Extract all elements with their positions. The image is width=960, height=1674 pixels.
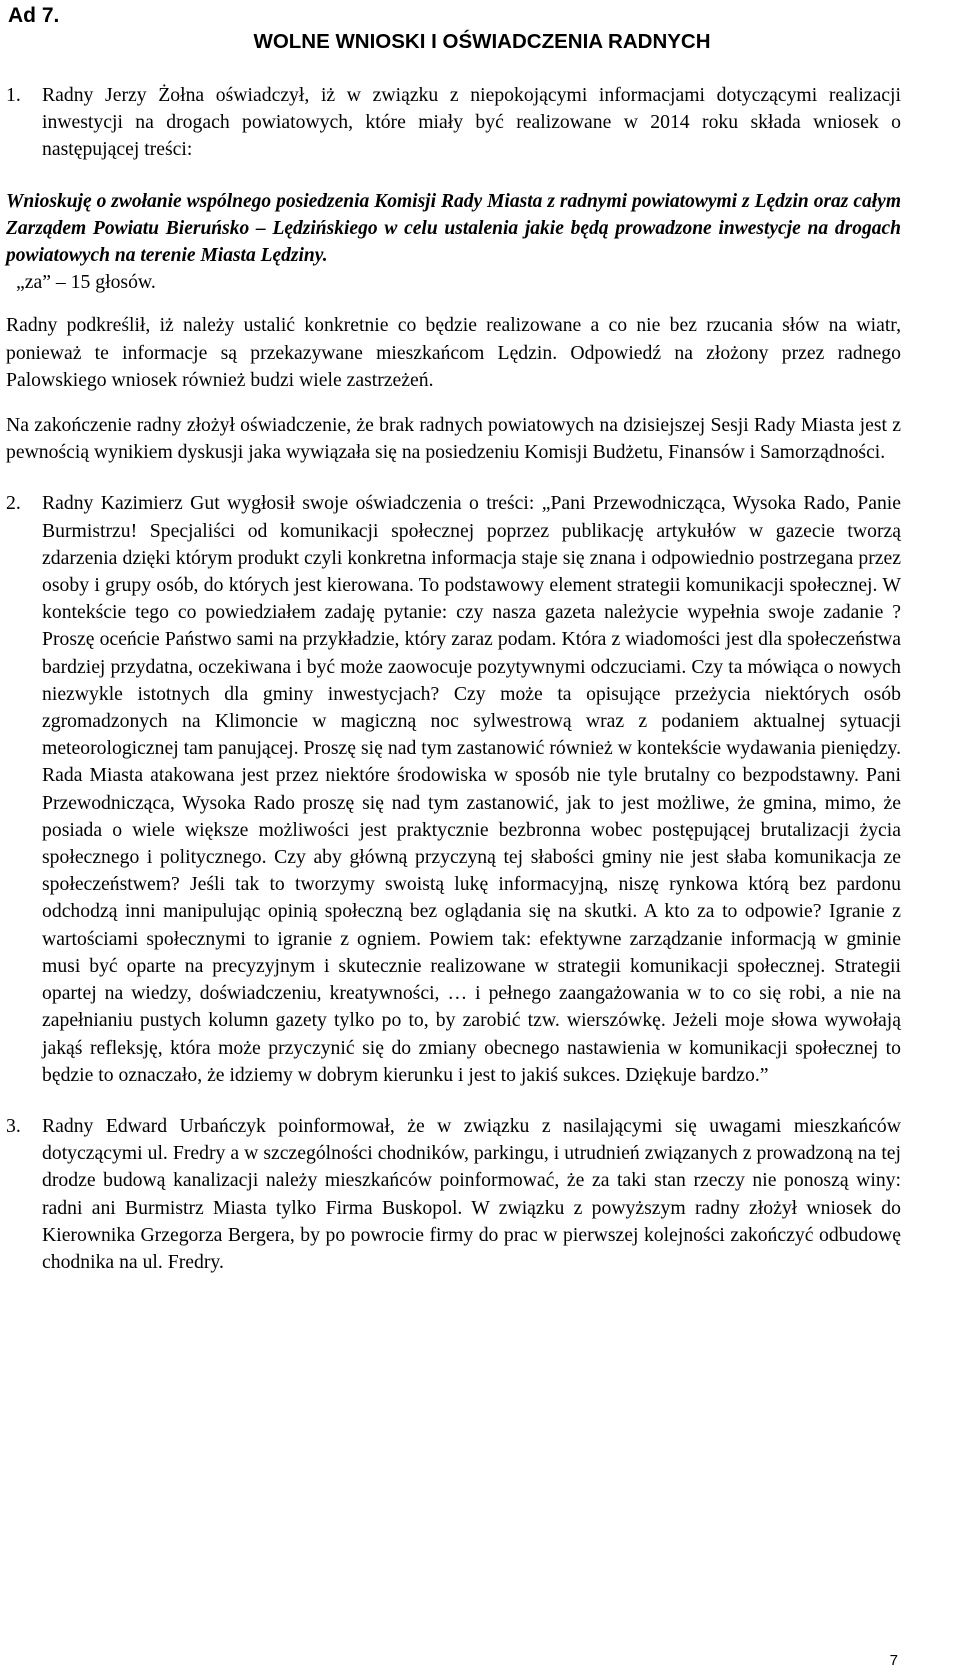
list-item-text: Radny Kazimierz Gut wygłosił swoje oświadczenia o treści: „Pani Przewodnicząca, Wysoka Rado, Panie Burmistrzu! Specjaliści od komunikacji społecznej poprzez publikację artykułów w gazecie tworzą zdarzenia dzięki którym produkt czyli konkretna informacja staje się znana i odpowiednio postrzegana przez osoby i grupy osób, do których jest kierowana. To podstawowy element strategii komunikacji społecznej. W kontekście tego co powiedziałem zadaję pytanie: czy nasza gazeta należycie wypełnia swoje zadanie ? Proszę oceńcie Państwo sami na przykładzie, który zaraz podam. Która z wiadomości jest dla społeczeństwa bardziej przydatna, oczekiwana i być może zaowocuje pozytywnymi odczuciami. Czy ta mówiąca o nowych niezwykle istotnych dla gminy inwestycjach? Czy może ta opisujące przeżycia niektórych osób zgromadzonych na Klimoncie w magiczną noc sylwestrową wraz z podaniem aktualnej sytuacji meteorologicznej tam panującej. Proszę się nad tym zastanowić również w kontekście wydawania pieniędzy. Rada Miasta atakowana jest przez niektóre środowiska w sposób nie tyle brutalny co bezpodstawny. Pani Przewodnicząca, Wysoka Rado proszę się nad tym zastanowić, jak to jest możliwe, że gmina, mimo, że posiada o wiele większe możliwości jest praktycznie bezbronna wobec postępującej brutalizacji życia społecznego i politycznego. Czy aby główną przyczyną tej słabości gminy nie jest słaba komunikacja ze społeczeństwem? Jeśli tak to tworzymy swoistą lukę informacyjną, niszę rynkowa którą bez pardonu odchodzą inni manipulując opinią społeczną bez oglądania się na skutki. A kto za to odpowie? Igranie z wartościami społecznymi to igranie z ogniem. Powiem tak: efektywne zarządzanie informacją w gminie musi być oparte na precyzyjnym i skutecznie realizowane w strategii komunikacji społecznej. Strategii opartej na wiedzy, doświadczeniu, kreatywności, … i pełnego zaangażowania w to co się robi, a nie na zapełnianiu pustych kolumn gazety tylko po to, by zarobić tzw. wierszówkę. Jeżeli moje słowa wywołają jakąś refleksję, która może przyczynić się do zmiany obecnego nastawienia w komunikacji społecznej to będzie to oznaczało, że idziemy w dobrym kierunku i jest to jakiś sukces. Dziękuje bardzo.” [42,492,901,1086]
paragraph: Radny podkreślił, iż należy ustalić konkretnie co będzie realizowane a co nie bez rzucania słów na wiatr, ponieważ te informacje są przekazywane mieszkańcom Lędzin. Odpowiedź na złożony przez radnego Palowskiego wniosek również budzi wiele zastrzeżeń. [6,314,901,391]
list-item-number: 3. [6,1114,21,1137]
page-number: 7 [889,1652,898,1669]
motion-text: Wnioskuję o zwołanie wspólnego posiedzenia Komisji Rady Miasta z radnymi powiatowymi z Lędzin oraz całym Zarządem Powiatu Bieruńsko – Lędzińskiego w celu ustalenia jakie będą prowadzone inwestycje na drogach powiatowych na terenie Miasta Lędziny. [6,190,901,267]
vote-result: „za” – 15 głosów. [16,271,156,294]
list-item-2 [6,490,901,1088]
document-body [6,82,901,1276]
list-item-text: Radny Edward Urbańczyk poinformował, że w związku z nasilającymi się uwagami mieszkańców dotyczącymi ul. Fredry a w szczególności chodników, parkingu, i utrudnień związanych z prowadzoną na tej drodze budową kanalizacji należy mieszkańców poinformować, że za taki stan rzeczy nie ponoszą winy: radni ani Burmistrz Miasta tylko Firma Buskopol. W związku z powyższym radny złożył wniosek do Kierownika Grzegorza Bergera, by po powrocie firmy do prac w pierwszej kolejności zakończyć odbudowę chodnika na ul. Fredry. [42,1114,901,1273]
list-item-number: 2. [6,492,21,515]
list-item-3 [6,1113,901,1276]
list-item-number: 1. [6,84,21,106]
paragraph: Na zakończenie radny złożył oświadczenie, że brak radnych powiatowych na dzisiejszej Sesji Rady Miasta jest z pewnością wynikiem dyskusji jaka wywiązała się na posiedzeniu Komisji Budżetu, Finansów i Samorządności. [6,414,901,464]
agenda-item-heading: Ad 7. [8,4,60,27]
list-item-text: Radny Jerzy Żołna oświadczył, iż w związku z niepokojącymi informacjami dotyczącymi realizacji inwestycji na drogach powiatowych, które miały być realizowane w 2014 roku składa wniosek o następującej treści: [42,84,901,161]
list-item-1 [6,82,901,164]
section-title: WOLNE WNIOSKI I OŚWIADCZENIA RADNYCH [253,30,711,53]
